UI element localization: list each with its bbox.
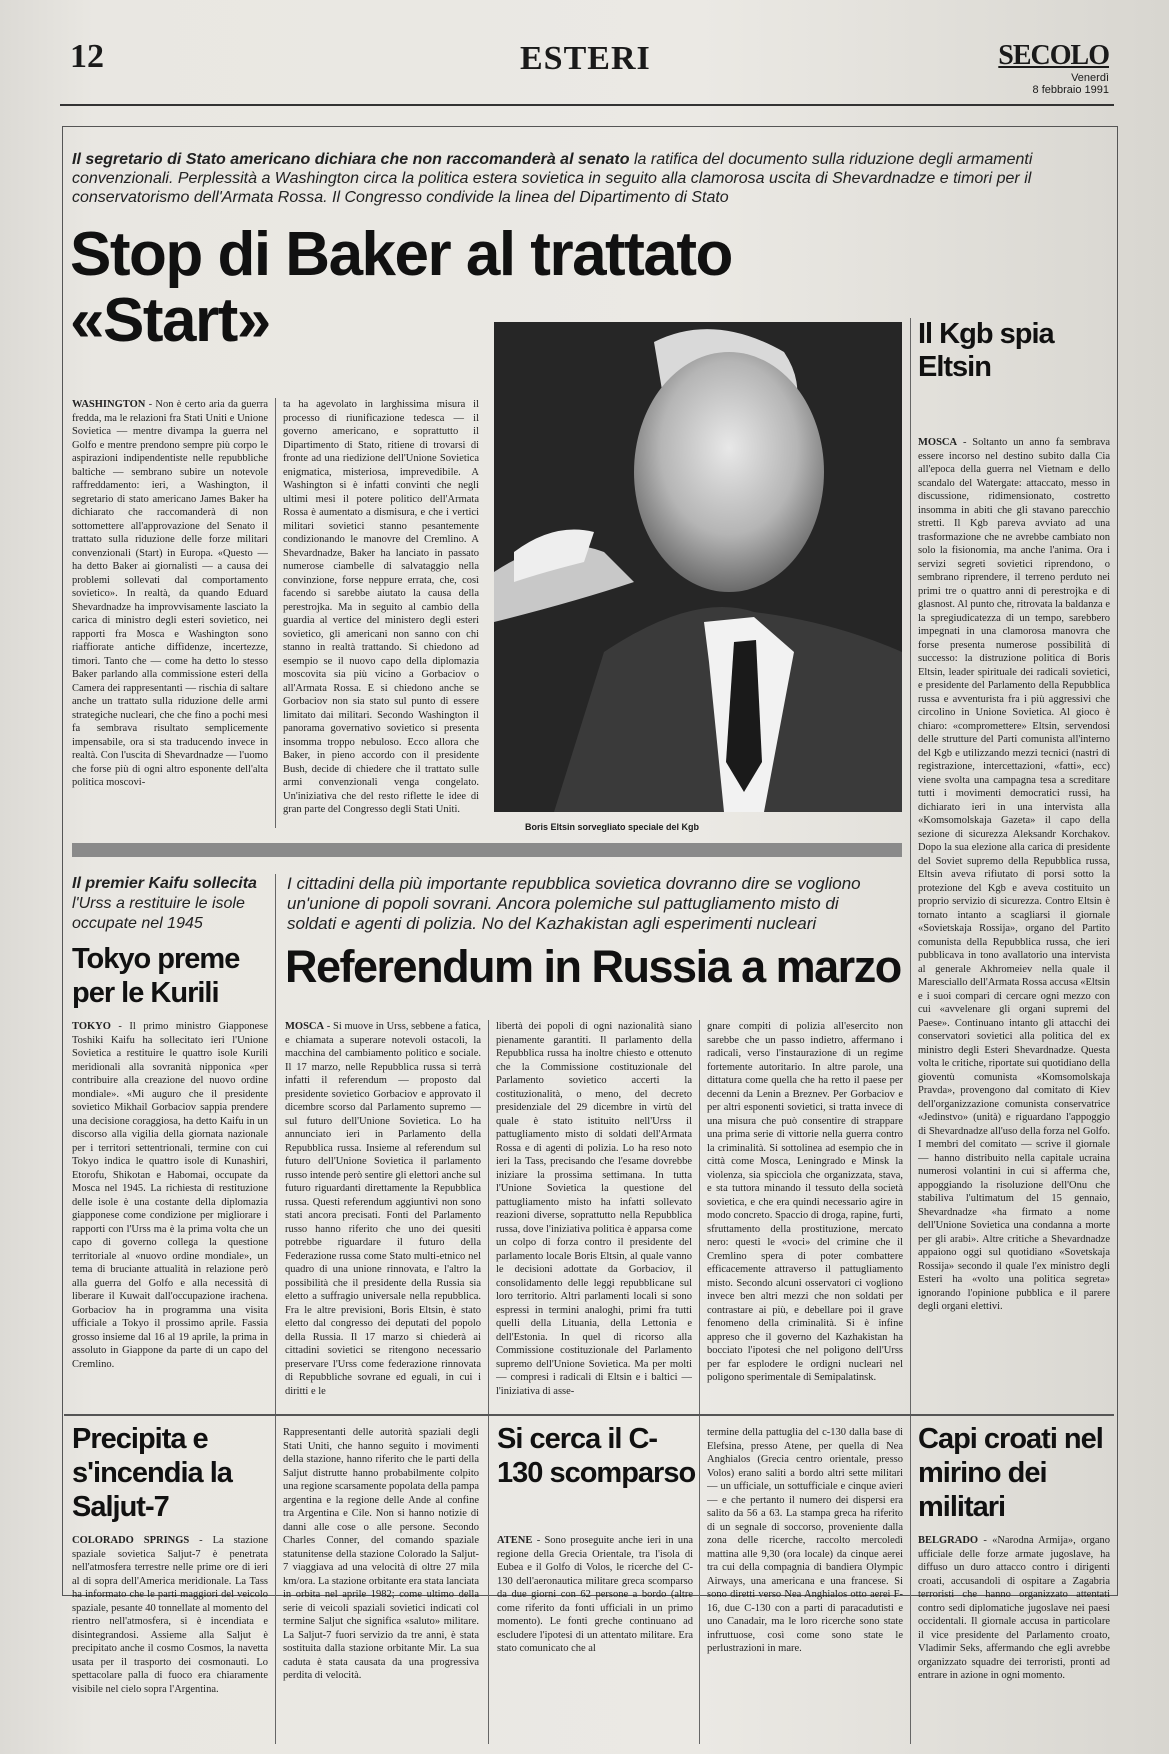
story1-kicker: [72, 150, 1062, 207]
column-divider: [488, 1020, 489, 1438]
referendum-headline: Referendum in Russia a marzo: [285, 941, 901, 992]
eltsin-photo: [494, 322, 902, 812]
column-divider: [275, 874, 276, 1438]
saljut-headline: Precipita e s'incendia la Saljut-7: [72, 1423, 232, 1523]
croati-column: [918, 1534, 1110, 1744]
column-divider: [275, 1426, 276, 1744]
photo-caption: Boris Eltsin sorvegliato speciale del Kgb: [525, 822, 700, 832]
c130-dateline: ATENE: [497, 1535, 533, 1546]
croati-headline: Capi croati nel mirino dei militari: [918, 1423, 1103, 1523]
saljut-dateline: COLORADO SPRINGS: [72, 1535, 190, 1546]
header-rule: [60, 104, 1114, 106]
referendum-body-2: libertà dei popoli di ogni nazionalità siano pienamente garantiti. Il parlamento della Repubblica russa ha inoltre chiesto e ottenuto che la Commissione costituzionale del Parlamento sovietico accerti la costituzionalità, o meno, del decreto presidenziale del 29 dicembre in virtù del quale è stato istituito nell'Urss il pattugliamento misto di soldati dell'Armata Rossa e di agenti di polizia. Lo ha reso noto ieri la Tass, precisando che l'esame dovrebbe iniziare la prossima settimana. In tutta l'Unione Sovietica la questione del pattugliamento misto ha infatti sollevato reazioni diverse, soprattutto nella Repubblica russa, dove l'iniziativa politica è apparsa come un colpo di forza contro il presidente del parlamento locale Boris Eltsin, al quale vanno le decisioni adottate da Gorbaciov, il consolidamento delle leggi repubblicane sul loro territorio. Altri parlamenti locali si sono espressi in termini analoghi, primi fra tutti quelli della Lituania, della Lettonia e dell'Estonia. In quel di ricorso alla Commissione costituzionale del Parlamento supremo dell'Unione Sovietica. Ma per molti — compresi i radicali di Eltsin e i baltici — l'iniziativa di asse-: [496, 1021, 692, 1397]
column-divider: [275, 398, 276, 828]
saljut-body-2: Rappresentanti delle autorità spaziali degli Stati Uniti, che hanno seguito i movimenti della stazione, hanno riferito che le parti della Saljut distrutte hanno probabilmente colpito una regione scarsamente popolata della pampa argentina e la regione delle Ande al confine tra Argentina e Cile. Non si hanno notizie di danni alle cose o alle persone. Secondo Charles Conner, del comando spaziale statunitense della stazione Colorado la Saljut-7 viaggiava ad una velocità di oltre 27 mila km/ora. La stazione orbitante era stata lanciata in orbita nel aprile 1982; come ultimo della serie di veicoli spaziali sovietici indicati col termine Saljut che significa «saluto» militare. La Saljut-7 fuori servizio da tre anni, è stata sostituita dalla stazione orbitante Mir. La sua caduta è stata causata da una progressiva perdita di velocità.: [283, 1427, 479, 1681]
story1-column-2: [283, 398, 479, 828]
tokyo-dateline: TOKYO: [72, 1021, 111, 1032]
story1-kicker-rest: la ratifica del documento sulla riduzione degli armamenti convenzionali. Perplessità a Washington circa la politica estera sovietica in seguito alla clamorosa uscita di Shevardnadze e timori per il conservatorismo dell'Armata Rossa. Il Congresso condivide la linea del Dipartimento di Stato: [72, 151, 1033, 206]
c130-column-1: [497, 1534, 693, 1744]
column-divider: [488, 1426, 489, 1744]
tokyo-kicker: [72, 874, 272, 934]
tokyo-body: - Il primo ministro Giapponese Toshiki Kaifu ha sollecitato ieri l'Unione Sovietica a restituire le quattro isole Kurili meridionali alla sovranità nipponica «per contribuire alla creazione del nuovo ordine mondiale». «Mi auguro che il presidente sovietico Mikhail Gorbaciov sappia prendere una decisione coraggiosa, ha detto Kaifu in un discorso alla vigilia della giornata nazionale per i territori settentrionali, termine con cui Tokyo indica le quattro isole di Kunashiri, Etorofu, Shikotan e Habomai, occupate da Mosca nel 1945. La richiesta di restituzione delle isole è una costante della diplomazia giapponese come condizione per migliorare i rapporti con l'Urss ma è la prima volta che un capo di governo collega la questione territoriale al «nuovo ordine mondiale», un tema di bruciante attualità in relazione però alla guerra del Golfo e alla necessità di liberare il Kuwait dall'occupazione irachena. Gorbaciov ha in programma una visita ufficiale a Tokyo il prossimo aprile. Fassia grosso insieme dal 16 al 19 aprile, la prima in assoluto in Giappone da parte di un capo del Cremlino.: [72, 1021, 268, 1370]
section-title: ESTERI: [520, 40, 651, 77]
story1-body-2: ta ha agevolato in larghissima misura il processo di riunificazione tedesca — il governo americano, e soprattutto il Dipartimento di Stato, ritiene di trovarsi di fronte ad una riedizione dell'Unione Sovietica enigmatica, misteriosa, imprevedibile. A Washington si è infatti convinti che negli ultimi mesi il potere politico dell'Armata Rossa è aumentato a dismisura, e che i vertici militari sovietici stanno pesantemente condizionando le manovre del Cremlino. A Shevardnadze, Baker ha lanciato in passato numerose ciambelle di salvataggio nella convinzione, forse neppure errata, che, così facendo si sarebbe aiutato la causa della perestrojka. Ma in seguito al cambio della guardia al vertice del ministero degli esteri sovietico, gli americani non sanno con chi stanno in realtà trattando. Si chiedono ad esempio se il nuovo capo della diplomazia moscovita sia più vicino a Gorbaciov o all'Armata Rossa. E si chiedono anche se Gorbaciov non sia stato sul punto di essere limitato dai militari. Secondo Washington il panorama governativo sovietico si presenta insomma troppo nebuloso. Ecco allora che Baker, in pieno accordo con il presidente Bush, decide di chiedere che il trattato sulle armi convenzionali venga congelato. Un'iniziativa che del resto riflette le idee di gran parte del Congresso degli Stati Uniti.: [283, 399, 479, 815]
story1-kicker-bold: Il segretario di Stato americano dichiara che non raccomanderà al senato: [72, 151, 630, 168]
c130-column-2: [707, 1426, 903, 1744]
issue-weekday: Venerdì: [1071, 72, 1109, 84]
c130-headline: Si cerca il C-130 scomparso: [497, 1423, 696, 1489]
referendum-kicker: I cittadini della più importante repubblica sovietica dovranno dire se vogliono un'unione di popoli sovrani. Ancora polemiche sul pattugliamento misto di soldati e agenti di polizia. No del Kazhakistan agli esperimenti nucleari: [287, 874, 861, 933]
referendum-column-1: [285, 1020, 481, 1438]
referendum-column-2: [496, 1020, 692, 1438]
masthead-logo: SECOLO: [998, 40, 1109, 71]
tokyo-kicker-rest: l'Urss a restituire le isole occupate nel 1945: [72, 895, 245, 932]
column-divider: [699, 1426, 700, 1744]
tokyo-kicker-bold: Il premier Kaifu sollecita: [72, 875, 257, 892]
eltsin-photo-image: [494, 322, 902, 812]
saljut-column-1: [72, 1534, 268, 1744]
column-divider: [910, 1426, 911, 1744]
page-number: 12: [70, 38, 104, 75]
c130-body-2: termine della pattuglia del c-130 dalla base di Elefsina, presso Atene, per quella di Nea Anghialos (Grecia centro orientale, presso Volos) erano saliti a bordo altri sette militari — un ufficiale, un sottufficiale e cinque avieri — e che pertanto il numero dei dispersi era salito da 56 a 63. La stampa greca ha riferito di un segnale di soccorso, proveniente dalla zona delle ricerche, raccolto mercoledì mattina alle 9,30 (ora locale) da cinque aerei tra cui della compagnia di bandiera Olympic Airways, una americana e una francese. Si sono diretti verso Nea Anghialos otto aerei F-16, due C-130 con a parti di paracadutisti e uno Canadair, ma le loro ricerche sono state infruttuose, così come sono state le perlustrazioni in mare.: [707, 1427, 903, 1654]
saljut-body-1: - La stazione spaziale sovietica Saljut-7 è penetrata nell'atmosfera terrestre nelle prime ore di ieri al di sopra dell'America meridionale. La Tass ha informato che le parti maggiori del veicolo spaziale, pesante 40 tonnellate al momento del rientro nell'atmosfera, si è incendiata e disintegrandosi. Assieme alla Saljut è precipitato anche il cosmo Cosmos, la navetta usata per il trasporto dei cosmonauti. Lo spettacolare palla di fuoco era chiaramente visibile nel cielo sopra l'Argentina.: [72, 1535, 268, 1695]
kgb-dateline: MOSCA: [918, 437, 958, 448]
c130-body-1: - Sono proseguite anche ieri in una regione della Grecia Orientale, tra l'isola di Eubea e il Golfo di Volos, le ricerche del C-130 dell'aeronautica militare greca scomparso da due giorni con 62 persone a bordo (altre come riferito da fonti ufficiali in un primo momento). Le fonti greche continuano ad escludere l'ipotesi di un attentato militare. Era stato comunicato che al: [497, 1535, 693, 1654]
story1-headline: Stop di Baker al trattato «Start»: [70, 220, 732, 355]
story1-column-1: [72, 398, 268, 828]
croati-body: - «Narodna Armija», organo ufficiale delle forze armate jugoslave, ha diffuso un duro attacco contro i dirigenti croati, accusandoli di ospitare a Zagabria terroristi che hanno organizzato attentati contro sedi diplomatiche jugoslave nei paesi occidentali. Il giornale accusa in particolare il vice presidente del Parlamento croato, Vladimir Seks, affermando che egli avrebbe organizzato squadre dei terroristi, pronti ad entrare in azione in ogni momento.: [918, 1535, 1110, 1681]
column-divider: [699, 1020, 700, 1438]
section-band: [72, 843, 902, 857]
tokyo-column: [72, 1020, 268, 1438]
kgb-column: [918, 436, 1110, 1438]
tokyo-headline: Tokyo preme per le Kurili: [72, 943, 240, 1009]
bottom-rule: [64, 1414, 1114, 1416]
saljut-column-2: [283, 1426, 479, 1744]
masthead: [998, 40, 1109, 96]
column-divider: [910, 318, 911, 1438]
referendum-column-3: [707, 1020, 903, 1438]
croati-dateline: BELGRADO: [918, 1535, 979, 1546]
referendum-body-3: gnare compiti di polizia all'esercito non sarebbe che un passo indietro, affermano i radicali, verso l'instaurazione di un regime fortemente autoritario. In altre parole, una dittatura come quella che ha retto il paese per decenni da Lenin a Breznev. Per Gorbaciov e per altri esponenti sovietici, si tratta invece di una misura che può consentire di strappare una prima serie di vittorie nella guerra contro la criminalità. Si sottolinea ad esempio che in città come Mosca, Leningrado e Minsk la violenza, sia spicciola che organizzata, stava, e sta tuttora minando il tessuto della società sovietica, e che era quindi necessario agire in modo concreto. Spaccio di droga, rapine, furti, sfruttamento della prostituzione, mercato nero: questi le «voci» del crimine che il Cremlino spera di poter combattere efficacemente attraverso il pattugliamento misto. Secondo alcuni osservatori ci vogliono invece ben altri mezzi che non soldati per contrastare ai più, e debellare poi il grave fenomeno della criminalità. Si è infine appreso che il governo del Kazhakistan ha bocciato l'ipotesi che nel poligono dell'Urss per far esplodere le ordigni nucleari nel poligono sperimentale di Semipalatinsk.: [707, 1021, 903, 1383]
kgb-body: - Soltanto un anno fa sembrava essere incorso nel destino subito dalla Cia all'epoca della guerra nel Vietnam e dello scandalo del Watergate: attaccato, messo in discussione, ridimensionato, costretto insomma in abiti che gli stavano parecchio stretti. Il Kgb pareva avviato ad una trasformazione che ne avrebbe cambiato non solo la fisionomia, ma anche l'anima. Ora i servizi segreti sovietici riprendono, o sembrano riprendere, il terreno perduto nei primi tre o quattro anni di perestrojka e di glasnost. Al punto che, ritrovata la baldanza e la spregiudicatezza di un tempo, sarebbero impegnati in una clamorosa manovra che forse presenta numerose possibilità di successo: la distruzione politica di Boris Eltsin, leader spirituale dei radicali sovietici, e presidente del Parlamento della Repubblica russa e avventurista fra i più aggressivi che circolino in Unione Sovietica. Al gioco è chiaro: «compromettere» Eltsin, servendosi delle strutture del Parti comunista all'interno del Kgb e utilizzando mezzi tecnici (nastri di registrazione, intercettazioni, «fatti», ecc) viene svolta una campagna tesa a screditare tutti i movimenti democratici russi, ha dichiarato ieri in una intervista alla «Komsomolskaja Gazeta» il capo della sezione di sicurezza Aleksandr Korchakov. Dopo la sua elezione alla carica di presidente del Soviet supremo della Repubblica russa, Eltsin aveva rifiutato di porsi sotto la protezione del Kgb e aveva costituito un proprio servizio di sicurezza. Contro Eltsin è tornato intanto a scagliarsi il giornale «Sovietskaja Rossija», organo del Partito comunista della Repubblica russa, che ieri pubblicava in tono avallatorio una intervista al generale Akhromeiev nella quale il Maresciallo dell'Armata Rossa accusa «Eltsin e i suoi compari di cercare ogni mezzo con cui «avvelenare gli organi supremi del Paese». Continuano intanto gli attacchi dei conservatori sovietici alla politica del ex ministro degli Esteri Shevardnadze. Questa volta le critiche, riportate sui quotidiano della gioventù comunista «Komsomolskaja Pravda», provengono dal comitato di Kiev dell'organizzazione comunista conservatrice «Jedinstvo» (unità) e riguardano l'appoggio di Shevardnadze all'uso della forza nel Golfo. I membri del comitato — scrive il giornale — hanno distribuito nella capitale ucraina numerosi volantini in cui si afferma che, appoggiando la risoluzione dell'Onu che stabiliva l'ultimatum del 15 gennaio, Shevardnadze «ha firmato a nome dell'Unione Sovietica una condanna a morte per gli arabi». Altre critiche a Shevardnadze appaiono oggi sul quotidiano «Sovetskaja Rossija» secondo il quale l'ex ministro degli Esteri ha «volto una politica segreta» ignorando l'opinione pubblica e il parere degli organi elettivi.: [918, 437, 1110, 1312]
story1-dateline: WASHINGTON: [72, 399, 146, 410]
referendum-body-1: - Si muove in Urss, sebbene a fatica, e chiamata a superare notevoli ostacoli, la macchina del cambiamento politico e sociale. Il 17 marzo, nelle Repubblica russa si terrà infatti il referendum — proposto dal presidente sovietico Gorbaciov e approvato il dicembre scorso dal Parlamento supremo — sul futuro dell'Unione Sovietica. Lo ha annunciato ieri in Parlamento della Repubblica russa. Insieme al referendum sul futuro dell'Unione Sovietica il parlamento russo intende però sentire gli elettori anche sul futuro riguardanti direttamente la Repubblica russa. Questi referendum aggiuntivi non sono stati ancora precisati. Fonti del Parlamento russo hanno riferito che uno dei quesiti potrebbe riguardare il futuro della Federazione russa come Stato multi-etnico nel quadro di una unione rinnovata, e l'altro la possibilità che il presidente della Russia sia eletto a suffragio universale nella repubblica. Fra le altre previsioni, Boris Eltsin, è stato eletto dal congresso dei deputati del popolo della Russia. Il 17 marzo si chiederà ai cittadini sovietici se ritengono necessario preservare l'Urss come federazione rinnovata di Repubbliche sovrane ed eguali, in cui i diritti e le: [285, 1021, 481, 1397]
referendum-dateline: MOSCA: [285, 1021, 325, 1032]
issue-date: 8 febbraio 1991: [1032, 84, 1109, 96]
story1-body-1: - Non è certo aria da guerra fredda, ma le relazioni fra Stati Uniti e Unione Sovietica — mentre divampa la guerra nel Golfo e mentre prendono sempre più corpo le aspirazioni indipendentiste nelle repubbliche baltiche — sembrano subire un notevole raffreddamento: ieri, a Washington, il segretario di stato americano James Baker ha dichiarato che raccomanderà di non sottomettere all'approvazione del Senato il trattato sulla riduzione delle forze militari convenzionali (Start) in Europa. «Questo — ha detto Baker ai giornalisti — a causa dei problemi sollevati dal comportamento sovietico». In realtà, da quando Eduard Shevardnadze ha improvvisamente lasciato la carica di ministro degli esteri sovietico, nei rapporti fra Mosca e Washington sono riaffiorate antiche diffidenze, incertezze, timori. Tanto che — come ha detto lo stesso Baker parlando alla commissione esteri della Camera dei rappresentanti — rischia di saltare anche un trattato sulla riduzione delle armi strategiche nucleari, che che fino a pochi mesi fa sembrava risultato semplicemente impensabile, ora si sta traducendo invece in realtà. Con l'uscita di Shevardnadze — l'uomo che forse più di ogni altro esponente dell'alta politica moscovi-: [72, 399, 268, 788]
kgb-headline: Il Kgb spia Eltsin: [918, 318, 1054, 383]
